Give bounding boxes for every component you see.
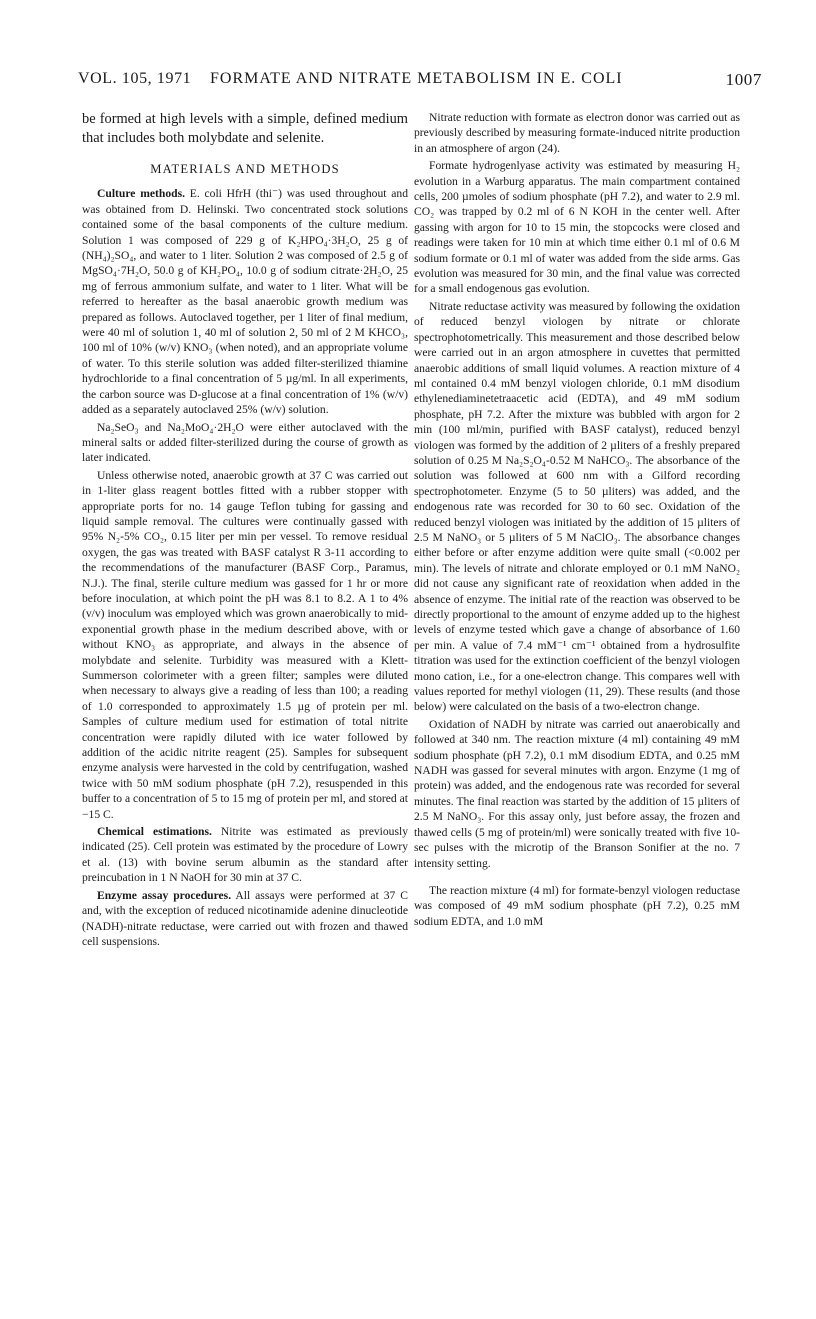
journal-volume: VOL. 105, 1971: [78, 70, 192, 87]
chemical-estimations-body: Nitrite was estimated as previously indicated (25). Cell protein was estimated by the procedure of Lowry et al. (13) with bovine serum albumin as the standard after preincubation in 1 N NaOH for 30 min at 37 C.: [82, 825, 408, 885]
culture-methods-body: E. coli HfrH (thi⁻) was used throughout and was obtained from D. Helinski. Two concentrated stock solutions contained some of the basal components of the culture medium. Solution 1 was composed of 229 g of K₂HPO₄·3H₂O, 25 g of (NH₄)₂SO₄, and water to 1 liter. Solution 2 was composed of 2.5 g of MgSO₄·7H₂O, 50.0 g of KH₂PO₄, 10.0 g of sodium citrate·2H₂O, 25 mg of ferrous ammonium sulfate, and water to 1 liter. What will be referred to hereafter as the basal anaerobic growth medium was prepared as follows. Autoclaved together, per 1 liter of final medium, were 40 ml of solution 1, 40 ml of solution 2, 50 ml of 2 M KHCO₃, 100 ml of 10% (w/v) KNO₃ (when noted), and an appropriate volume of water. To this sterile solution was added filter-sterilized thiamine hydrochloride to a final concentration of 5 µg/ml. In all experiments, the carbon source was D-glucose at a final concentration of 1% (w/v) added as a separately autoclaved 25% (w/v) solution.: [82, 187, 408, 417]
chemical-estimations-paragraph: [82, 824, 408, 886]
left-column: [82, 110, 408, 951]
enzyme-assay-body: All assays were performed at 37 C and, with the exception of reduced nicotinamide adenine dinucleotide (NADH)-nitrate reductase, were carried out with frozen and thawed cell suspensions.: [82, 888, 408, 948]
section-heading: MATERIALS AND METHODS: [150, 162, 340, 176]
page-number: 1007: [725, 70, 762, 89]
anaerobic-growth-paragraph: Unless otherwise noted, anaerobic growth at 37 C was carried out in 1-liter glass reagent bottles fitted with a rubber stopper with appropriate ports for no. 14 gauge Teflon tubing for gassing and liquid sample removal. The cultures were continually gassed with 95% N₂-5% CO₂, 0.15 liter per min per vessel. To remove residual oxygen, the gas was treated with BASF catalyst R 3-11 according to the recommendations of the manufacturer (BASF Corp., Paramus, N.J.). The final, sterile culture medium was gassed for 1 hr or more before inoculation, at which point the pH was 8.1 to 8.2. A 1 to 4% (v/v) inoculum was employed which was grown anaerobically to mid-exponential growth phase in the medium described above, with or without KNO₃ as appropriate, and always in the absence of molybdate and selenite. Turbidity was measured with a Klett-Summerson colorimeter with a green filter; samples were diluted when necessary to always give a reading of less than 100; a reading of 1.0 corresponded to approximately 1.5 µg of protein per ml. Samples of culture medium used for estimation of total nitrite concentration were rapidly diluted with ice water followed by addition of the acidic nitrite reagent (25). Samples for subsequent enzyme analysis were harvested in the cold by centrifugation, washed twice with 50 mM sodium phosphate (pH 7.2), resuspended in this buffer to a concentration of 5 to 15 mg of protein per ml, and stored at −15 C.: [82, 468, 408, 821]
formate-benzyl-viologen-paragraph: The reaction mixture (4 ml) for formate-benzyl viologen reductase was composed of 49 mM sodium phosphate (pH 7.2), 0.25 mM sodium EDTA, and 1.0 mM: [414, 883, 740, 928]
running-header: [78, 70, 762, 100]
running-title: FORMATE AND NITRATE METABOLISM IN E. COLI: [210, 70, 623, 87]
nitrate-reductase-paragraph: Nitrate reductase activity was measured by following the oxidation of reduced benzyl viologen by nitrate or chlorate spectrophotometrically. This measurement and those described below were carried out in an argon atmosphere in cuvettes that permitted anaerobic additions of small liquid volumes. A reaction mixture of 4 ml contained 0.4 mM benzyl viologen chloride, 0.1 mM disodium ethylenediaminetetraacetic acid (EDTA), and 49 mM sodium phosphate, pH 7.2. After the mixture was bubbled with argon for 2 min (100 ml/min, purified with BASF catalyst), reduced benzyl viologen was formed by the addition of 2 µliters of a freshly prepared solution of 0.25 M Na₂S₂O₄-0.52 M NaHCO₃. The absorbance of the solution was followed at 600 nm with a Gilford recording spectrophotometer. Enzyme (5 to 50 µliters) was added, and the endogenous rate was recorded for 30 to 60 sec. Oxidation of the reduced benzyl viologen was initiated by the addition of 15 µliters of 2.5 M NaNO₃ or 5 µliters of 5 M NaClO₃. The absorbance changes either before or after enzyme addition were quite small (<0.002 per min). The levels of nitrate and chlorate employed or 0.1 mM NaNO₂ did not cause any significant rate of reoxidation when added in the absence of enzyme. The initial rate of the reaction was observed to be directly proportional to the amount of enzyme added up to the highest levels of enzyme tested which gave a change of absorbance of 1.60 per min. A value of 7.4 mM⁻¹ cm⁻¹ obtained from a hydrosulfite titration was used for the extinction coefficient of the benzyl viologen mono cation, i.e., for a one-electron change. This compares well with values reported for methyl viologen (11, 29). These results (and those below) were calculated on the basis of a two-electron change.: [414, 299, 741, 714]
enzyme-assay-paragraph: [82, 888, 408, 950]
culture-methods-paragraph: [82, 186, 408, 417]
hydrogenlyase-paragraph: Formate hydrogenlyase activity was estimated by measuring H₂ evolution in a Warburg apparatus. The main compartment contained cells, 200 µmoles of sodium phosphate (pH 7.2), and water to 2.9 ml. CO₂ was trapped by 0.2 ml of 6 N KOH in the center well. After gassing with argon for 10 to 15 min, the stopcocks were closed and readings were taken for 10 min at which time either 0.1 ml of 0.6 M sodium formate or 0.1 ml of water was added from the side arms. Gas evolution was measured for 30 min, and the final value was corrected for a small endogenous gas evolution.: [414, 159, 740, 296]
chemical-estimations-heading: Chemical estimations.: [97, 825, 212, 839]
nadh-oxidation-paragraph: Oxidation of NADH by nitrate was carried out anaerobically and followed at 340 nm. The reaction mixture (4 ml) containing 49 mM sodium phosphate (pH 7.2), 0.1 mM disodium EDTA, and 0.25 mM NADH was gassed for several minutes with argon. Enzyme (1 mg of protein) was added, and the endogenous rate was recorded for several minutes. The final reaction was started by the addition of 15 µliters of 2.5 M NaNO₃. For this assay only, just before assay, the frozen and thawed cells (5 mg of protein/ml) were sonically treated with five 10-sec pulses with the microtip of the Branson Sonifier at the no. 7 intensity setting.: [414, 717, 740, 870]
selenite-paragraph: Na₂SeO₃ and Na₂MoO₄·2H₂O were either autoclaved with the mineral salts or added filter-sterilized during the course of growth as later indicated.: [82, 420, 408, 465]
culture-methods-heading: Culture methods.: [97, 187, 185, 201]
intro-paragraph: be formed at high levels with a simple, defined medium that includes both molybdate and selenite.: [82, 111, 408, 146]
nitrate-formate-paragraph: Nitrate reduction with formate as electron donor was carried out as previously described by measuring formate-induced nitrite production in an atmosphere of argon (24).: [414, 111, 740, 155]
enzyme-assay-heading: Enzyme assay procedures.: [97, 888, 232, 902]
right-column: [414, 110, 740, 931]
